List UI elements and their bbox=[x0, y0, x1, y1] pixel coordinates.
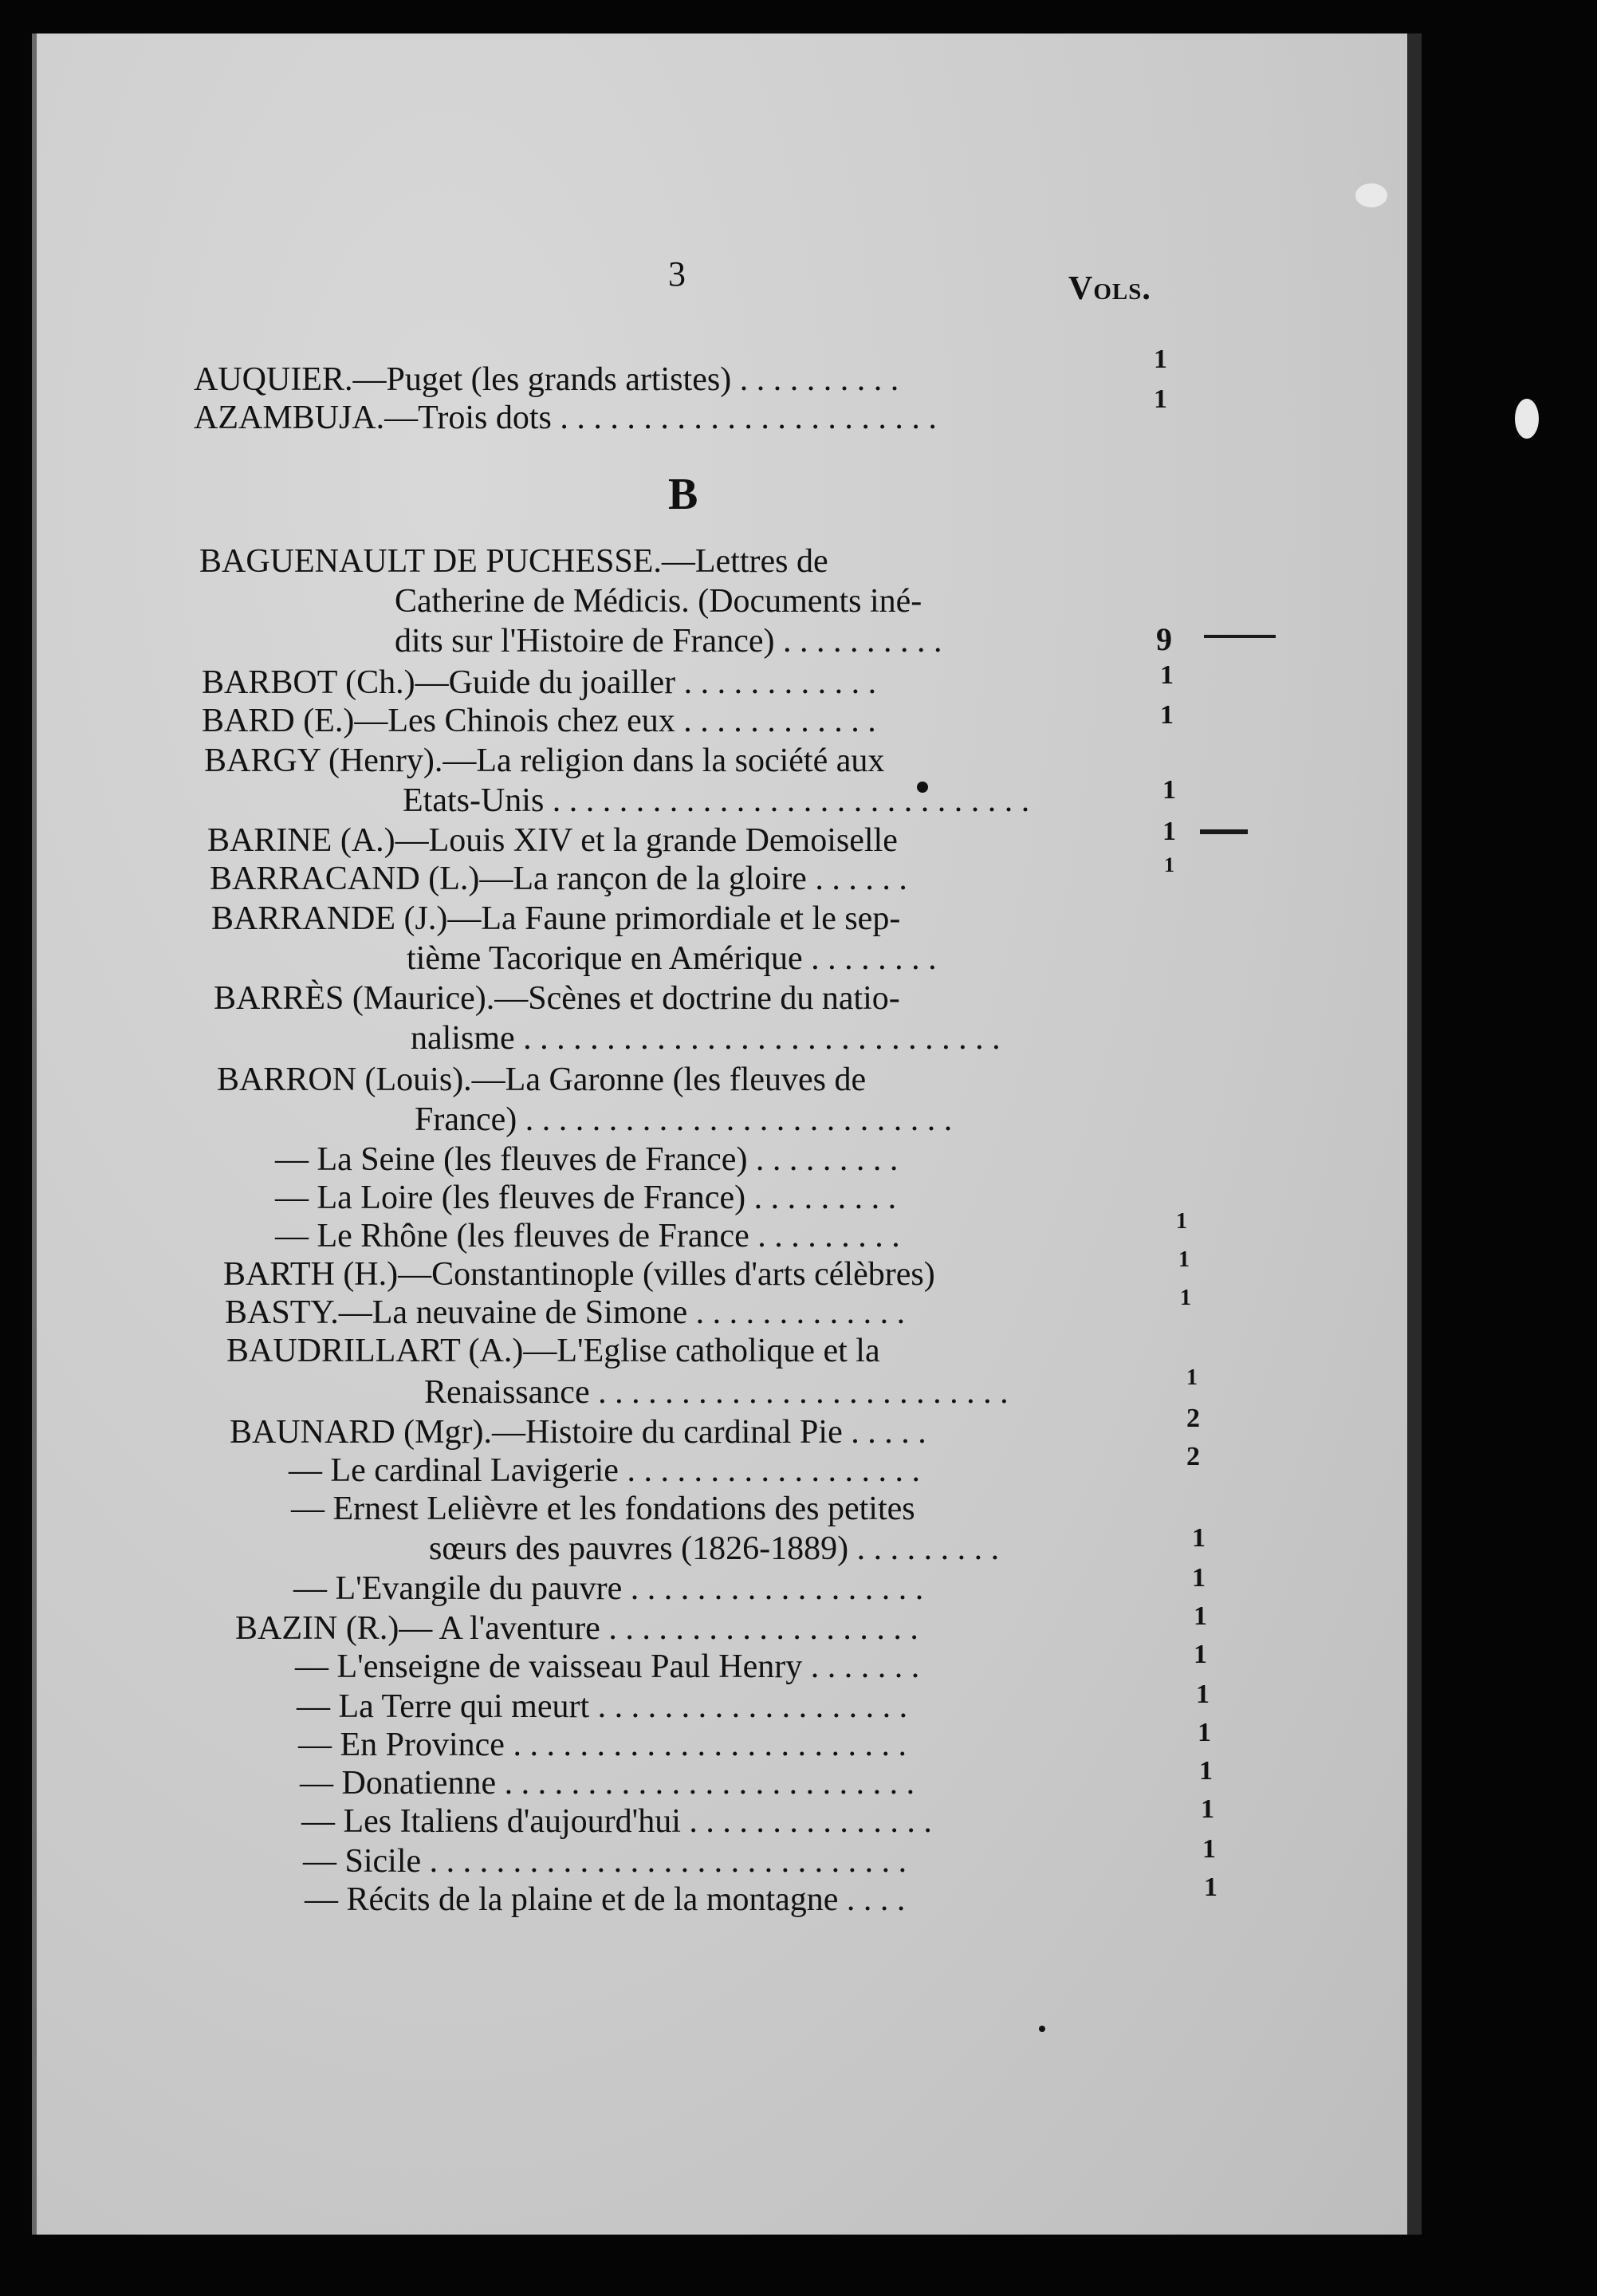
catalog-entry-sub: — Le cardinal Lavigerie . . . . . . . . . . . . . . . . . . bbox=[289, 1452, 920, 1489]
catalog-entry: AUQUIER.—Puget (les grands artistes) . . . . . . . . . . bbox=[194, 361, 899, 398]
volume-count: 1 bbox=[1201, 1794, 1214, 1824]
catalog-entry-sub: — Ernest Lelièvre et les fondations des petites bbox=[291, 1491, 915, 1527]
margin-mark bbox=[1200, 829, 1248, 834]
volume-count: 1 bbox=[1164, 853, 1174, 876]
margin-mark bbox=[1204, 635, 1276, 638]
catalog-entry-continuation: sœurs des pauvres (1826-1889) . . . . . . . . . bbox=[429, 1530, 1000, 1567]
volume-count: 1 bbox=[1204, 1873, 1217, 1902]
catalog-entry-sub: — L'Evangile du pauvre . . . . . . . . . . . . . . . . . . bbox=[293, 1570, 924, 1607]
volume-count: 1 bbox=[1202, 1834, 1216, 1864]
catalog-entry-continuation: Catherine de Médicis. (Documents iné- bbox=[395, 583, 922, 620]
catalog-entry-continuation: tième Tacorique en Amérique . . . . . . . . bbox=[407, 940, 937, 977]
volume-count: 1 bbox=[1160, 700, 1174, 730]
volume-count: 1 bbox=[1186, 1365, 1198, 1390]
catalog-entry: BARBOT (Ch.)—Guide du joailler . . . . . . . . . . . . bbox=[202, 664, 877, 701]
catalog-entry-continuation: Etats-Unis . . . . . . . . . . . . . . . . . . . . . . . . . . . . . bbox=[403, 782, 1030, 819]
catalog-entry-continuation: Renaissance . . . . . . . . . . . . . . . . . . . . . . . . . bbox=[424, 1374, 1009, 1411]
volume-count: 1 bbox=[1162, 775, 1176, 805]
volume-count: 2 bbox=[1186, 1442, 1200, 1471]
volume-count: 1 bbox=[1178, 1247, 1190, 1272]
catalog-entry: BAZIN (R.)— A l'aventure . . . . . . . . . . . . . . . . . . . bbox=[235, 1610, 918, 1647]
catalog-entry-sub: — En Province . . . . . . . . . . . . . . . . . . . . . . . . bbox=[298, 1727, 907, 1763]
volume-count: 1 bbox=[1160, 660, 1174, 690]
volume-count: 1 bbox=[1192, 1563, 1206, 1593]
catalog-entry-continuation: nalisme . . . . . . . . . . . . . . . . . . . . . . . . . . . . . bbox=[411, 1020, 1001, 1057]
catalog-entry: BASTY.—La neuvaine de Simone . . . . . . . . . . . . . bbox=[225, 1294, 906, 1331]
page-fold-shadow bbox=[32, 33, 37, 2235]
catalog-entry: BAUNARD (Mgr).—Histoire du cardinal Pie . . . . . bbox=[230, 1414, 926, 1451]
catalog-entry-continuation: dits sur l'Histoire de France) . . . . . . . . . . bbox=[395, 623, 942, 660]
scan-speck bbox=[1355, 183, 1387, 207]
page-number: 3 bbox=[668, 254, 686, 293]
catalog-entry-sub: — Donatienne . . . . . . . . . . . . . . . . . . . . . . . . . bbox=[300, 1765, 915, 1802]
catalog-entry: BARRON (Louis).—La Garonne (les fleuves de bbox=[217, 1061, 867, 1098]
catalog-entry-continuation: France) . . . . . . . . . . . . . . . . . . . . . . . . . . bbox=[415, 1101, 953, 1138]
catalog-entry-sub: — La Loire (les fleuves de France) . . . . . . . . . bbox=[275, 1180, 897, 1216]
catalog-entry: BARRACAND (L.)—La rançon de la gloire . . . . . . bbox=[210, 861, 907, 897]
volume-count: 1 bbox=[1194, 1601, 1207, 1631]
volumes-column-header: Vols. bbox=[1068, 270, 1151, 307]
catalog-entry: BARRANDE (J.)—La Faune primordiale et le sep- bbox=[211, 900, 901, 937]
scan-speck bbox=[1039, 2026, 1045, 2032]
page-right-edge bbox=[1407, 33, 1422, 2235]
volume-count: 1 bbox=[1198, 1718, 1211, 1747]
catalog-entry: AZAMBUJA.—Trois dots . . . . . . . . . . . . . . . . . . . . . . . bbox=[194, 400, 937, 436]
volume-count: 1 bbox=[1180, 1286, 1191, 1310]
catalog-entry: BARRÈS (Maurice).—Scènes et doctrine du natio- bbox=[214, 980, 900, 1017]
scan-speck bbox=[1515, 399, 1539, 439]
volume-count: 1 bbox=[1199, 1756, 1213, 1786]
catalog-entry: BAUDRILLART (A.)—L'Eglise catholique et la bbox=[226, 1333, 880, 1369]
volume-count: 1 bbox=[1154, 345, 1167, 374]
catalog-entry: BARINE (A.)—Louis XIV et la grande Demoiselle bbox=[207, 822, 898, 859]
catalog-entry-sub: — Récits de la plaine et de la montagne . . . . bbox=[305, 1881, 906, 1918]
volume-count: 1 bbox=[1154, 384, 1167, 414]
catalog-entry-sub: — Le Rhône (les fleuves de France . . . . . . . . . bbox=[275, 1218, 900, 1254]
catalog-entry: BARTH (H.)—Constantinople (villes d'arts célèbres) bbox=[223, 1256, 935, 1293]
section-letter: B bbox=[668, 470, 698, 519]
catalog-entry: BARD (E.)—Les Chinois chez eux . . . . . . . . . . . . bbox=[202, 703, 876, 739]
catalog-entry: BAGUENAULT DE PUCHESSE.—Lettres de bbox=[199, 543, 828, 580]
volume-count: 1 bbox=[1194, 1640, 1207, 1669]
volume-count: 1 bbox=[1196, 1680, 1210, 1709]
catalog-entry-sub: — La Terre qui meurt . . . . . . . . . . . . . . . . . . . bbox=[297, 1688, 908, 1725]
catalog-entry: BARGY (Henry).—La religion dans la société aux bbox=[204, 742, 885, 779]
catalog-entry-sub: — Sicile . . . . . . . . . . . . . . . . . . . . . . . . . . . . . bbox=[303, 1843, 907, 1880]
volume-count: 1 bbox=[1162, 817, 1176, 846]
volume-count: 9 bbox=[1156, 621, 1172, 657]
catalog-entry-sub: — L'enseigne de vaisseau Paul Henry . . . . . . . bbox=[295, 1648, 920, 1685]
volume-count: 1 bbox=[1192, 1523, 1206, 1553]
catalog-entry-sub: — Les Italiens d'aujourd'hui . . . . . . . . . . . . . . . bbox=[301, 1803, 932, 1840]
volume-count: 1 bbox=[1176, 1209, 1187, 1234]
catalog-entry-sub: — La Seine (les fleuves de France) . . . . . . . . . bbox=[275, 1141, 899, 1178]
volume-count: 2 bbox=[1186, 1404, 1200, 1433]
